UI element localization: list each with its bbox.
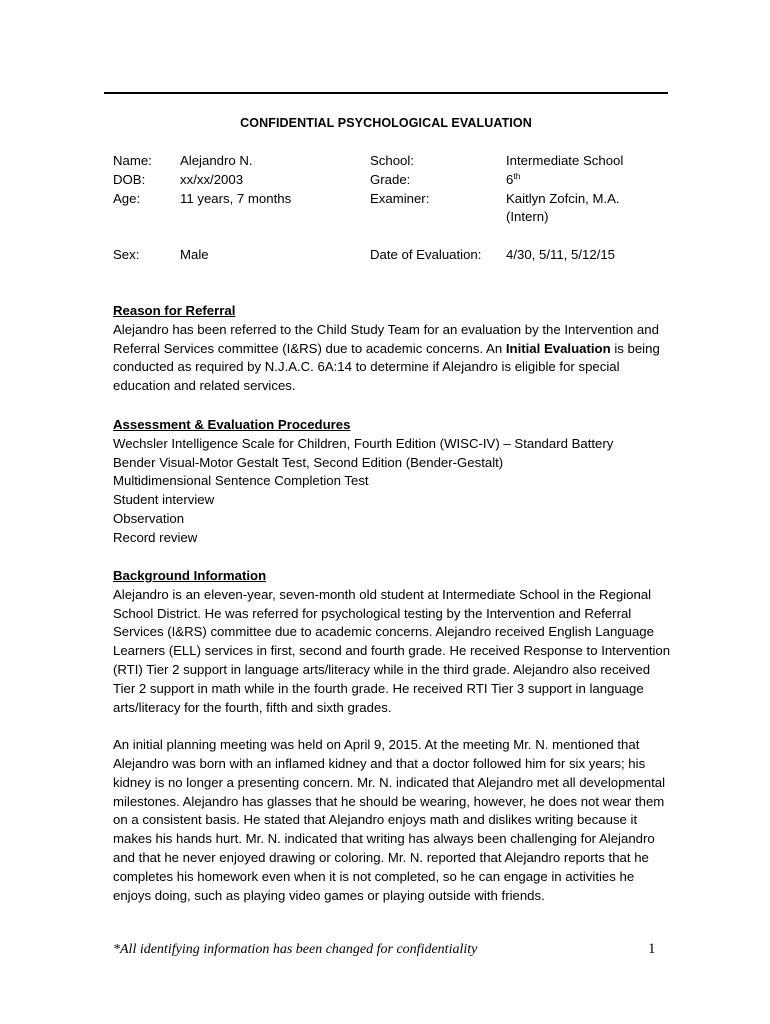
reason-paragraph: [113, 321, 673, 396]
grade-suffix: th: [513, 170, 521, 181]
background-paragraph-1: Alejandro is an eleven-year, seven-month old student at Intermediate School in the Regional School District. He was referred for psychological testing by the Intervention and Referral Services (I&RS) committee due to academic concerns. Alejandro received English Language Learners (ELL) services in first, second and fourth grade. He received Response to Intervention (RTI) Tier 2 support in language arts/literacy while in the third grade. Alejandro also received Tier 2 support in math while in the fourth grade. He received RTI Tier 3 support in language arts/literacy for the fourth, fifth and sixth grades.: [113, 586, 671, 715]
age-label: Age:: [113, 190, 141, 206]
background-section: [113, 567, 673, 905]
info-values-right: [506, 152, 623, 227]
date-of-evaluation-label: Date of Evaluation:: [370, 247, 482, 262]
list-item: Multidimensional Sentence Completion Test: [113, 473, 369, 489]
reason-text-end: is being conducted as required by N.J.A.C. 6A:14 to determine if Alejandro is eligible for special education and related services.: [113, 340, 660, 394]
school-value: Intermediate School: [506, 153, 624, 168]
date-of-evaluation-value: 4/30, 5/11, 5/12/15: [506, 247, 616, 262]
background-heading: Background Information: [113, 568, 267, 583]
list-item: Observation: [113, 510, 185, 526]
grade-value: [506, 171, 623, 190]
info-labels-right: [370, 152, 429, 208]
list-item: Record review: [113, 529, 198, 545]
reason-section: [113, 302, 673, 396]
dob-label: DOB:: [113, 171, 146, 187]
examiner-value: Kaitlyn Zofcin, M.A.: [506, 190, 620, 206]
reason-bold-term: Initial Evaluation: [505, 340, 611, 356]
sex-value: Male: [180, 247, 209, 262]
page-number: 1: [648, 941, 656, 957]
grade-label: Grade:: [370, 171, 411, 187]
assessment-heading: Assessment & Evaluation Procedures: [113, 417, 351, 432]
info-values-left: [180, 152, 291, 208]
top-rule: [104, 92, 668, 94]
grade-number: 6: [506, 171, 514, 187]
name-label: Name:: [113, 153, 152, 168]
document-title: CONFIDENTIAL PSYCHOLOGICAL EVALUATION: [240, 116, 532, 130]
age-value: 11 years, 7 months: [180, 190, 292, 206]
dob-value: xx/xx/2003: [180, 171, 244, 187]
background-paragraph-2: An initial planning meeting was held on April 9, 2015. At the meeting Mr. N. mentioned that Alejandro was born with an inflamed kidney and that a doctor followed him for six years; his kidney is no longer a presenting concern. Mr. N. indicated that Alejandro met all developmental milestones. Alejandro has glasses that he should be wearing, however, he does not wear them on a consistent basis. He stated that Alejandro enjoys math and dislikes writing because it makes his hands hurt. Mr. N. indicated that writing has always been challenging for Alejandro and that he never enjoyed drawing or coloring. Mr. N. reported that Alejandro reports that he completes his homework even when it is not completed, so he can engage in activities he enjoys doing, such as playing video games or playing outside with friends.: [113, 737, 665, 903]
list-item: Wechsler Intelligence Scale for Children, Fourth Edition (WISC-IV) – Standard Battery: [113, 435, 614, 451]
list-item: Student interview: [113, 492, 215, 508]
assessment-section: [113, 416, 673, 548]
school-label: School:: [370, 153, 414, 168]
list-item: Bender Visual-Motor Gestalt Test, Second Edition (Bender-Gestalt): [113, 454, 504, 470]
examiner-role: (Intern): [506, 209, 549, 225]
reason-text-start: Alejandro has been referred to the Child Study Team for an evaluation by the Intervention and Referral Services committee (I&RS) due to academic concerns. An: [113, 321, 659, 356]
reason-heading: Reason for Referral: [113, 303, 236, 318]
info-labels-left: [113, 152, 152, 208]
examiner-label: Examiner:: [370, 190, 430, 206]
footer-note: *All identifying information has been changed for confidentiality: [113, 942, 478, 957]
sex-label: Sex:: [113, 247, 140, 262]
name-value: Alejandro N.: [180, 153, 253, 168]
